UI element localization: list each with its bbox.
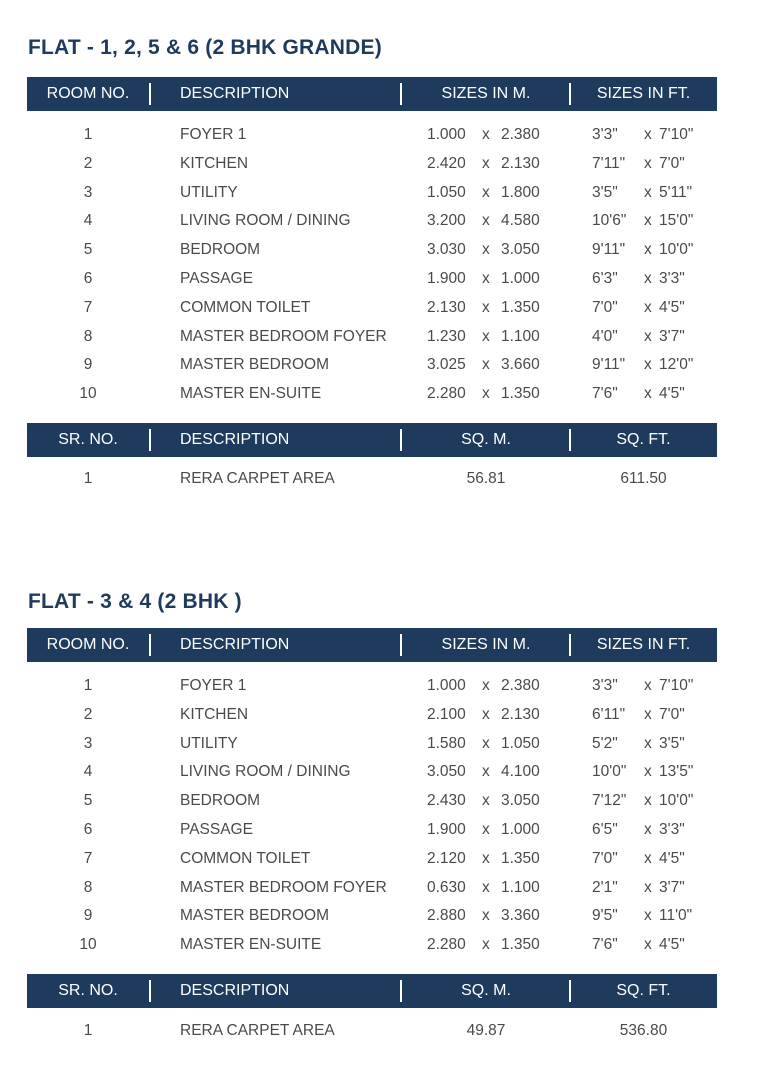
header-sq-ft: SQ. FT. [616,431,671,448]
table-row [27,701,717,730]
times-sign: x [482,356,490,374]
times-sign: x [644,907,652,925]
size-m-length: 4.100 [501,763,540,781]
times-sign: x [644,385,652,403]
times-sign: x [482,849,490,867]
times-sign: x [482,183,490,201]
size-ft-length: 3'7" [659,327,685,345]
table-row [27,874,717,903]
times-sign: x [482,734,490,752]
table-row [27,816,717,845]
room-no: 1 [83,677,93,694]
room-no: 6 [83,820,93,838]
times-sign: x [482,269,490,287]
size-ft-length: 4'5" [659,849,685,867]
size-m-length: 1.050 [501,734,540,752]
times-sign: x [644,792,652,810]
room-no: 5 [83,241,93,259]
times-sign: x [482,820,490,838]
room-description: KITCHEN [180,705,249,723]
times-sign: x [644,183,652,201]
table-row [27,380,717,409]
table-row [27,672,717,701]
times-sign: x [644,705,652,723]
room-description: MASTER BEDROOM FOYER [180,878,387,896]
size-ft-width: 9'5" [592,907,618,925]
size-m-width: 1.050 [427,183,466,201]
header-description: DESCRIPTION [180,85,290,102]
flat-b-carpet-area-row [27,1016,717,1046]
room-no: 9 [83,907,93,925]
header-description: DESCRIPTION [180,982,290,999]
size-ft-width: 6'3" [592,269,618,287]
flat-a-title: FLAT - 1, 2, 5 & 6 (2 BHK GRANDE) [28,36,382,59]
size-ft-width: 7'12" [592,792,627,810]
room-no: 10 [79,936,97,954]
size-m-length: 1.350 [501,849,540,867]
times-sign: x [644,763,652,781]
size-m-width: 2.280 [427,936,466,954]
size-ft-length: 11'0" [659,907,693,925]
room-description: COMMON TOILET [180,849,311,867]
times-sign: x [482,212,490,230]
room-description: UTILITY [180,183,238,201]
room-no: 5 [83,792,93,810]
times-sign: x [644,849,652,867]
room-no: 1 [83,126,93,143]
times-sign: x [482,154,490,172]
times-sign: x [482,677,490,694]
flat-b-rooms-header [27,628,717,662]
times-sign: x [644,241,652,259]
size-m-length: 2.380 [501,677,540,694]
size-ft-width: 7'0" [592,298,618,316]
size-ft-length: 12'0" [659,356,694,374]
size-m-width: 1.900 [427,820,466,838]
size-ft-width: 4'0" [592,327,618,345]
size-ft-width: 10'6" [592,212,627,230]
size-m-width: 2.420 [427,154,466,172]
size-m-length: 1.100 [501,878,540,896]
flat-b-rooms-table [27,672,717,960]
size-m-length: 1.000 [501,269,540,287]
size-ft-width: 10'0" [592,763,627,781]
flat-a-rooms-header [27,77,717,111]
room-description: PASSAGE [180,269,253,287]
size-ft-length: 7'10" [659,126,694,143]
header-sizes-m: SIZES IN M. [441,85,531,102]
times-sign: x [644,269,652,287]
area-sr-no: 1 [83,1022,93,1039]
size-ft-length: 4'5" [659,298,685,316]
area-description: RERA CARPET AREA [180,1022,335,1039]
room-description: COMMON TOILET [180,298,311,316]
table-row [27,207,717,236]
size-m-width: 2.130 [427,298,466,316]
size-ft-width: 9'11" [592,241,626,259]
size-m-length: 1.350 [501,298,540,316]
size-m-width: 1.000 [427,126,466,143]
table-row [27,150,717,179]
size-m-length: 2.130 [501,154,540,172]
table-row [27,121,717,150]
flat-a-carpet-area-row [27,464,717,494]
table-row [27,236,717,265]
room-description: BEDROOM [180,241,261,259]
size-ft-length: 7'10" [659,677,694,694]
size-ft-width: 5'2" [592,734,618,752]
size-m-width: 1.000 [427,677,466,694]
size-ft-length: 15'0" [659,212,694,230]
size-ft-width: 7'6" [592,936,618,954]
room-description: PASSAGE [180,820,253,838]
times-sign: x [644,212,652,230]
times-sign: x [482,792,490,810]
room-description: MASTER BEDROOM [180,356,329,374]
times-sign: x [482,705,490,723]
room-no: 2 [83,154,93,172]
header-divider [149,634,151,656]
size-m-length: 3.360 [501,907,540,925]
room-no: 3 [83,183,93,201]
size-ft-width: 3'3" [592,677,618,694]
area-sq-ft: 536.80 [619,1022,668,1039]
size-ft-length: 13'5" [659,763,694,781]
times-sign: x [482,878,490,896]
header-room-no: ROOM NO. [46,85,130,102]
header-divider [149,429,151,451]
size-m-length: 1.800 [501,183,540,201]
size-m-width: 1.580 [427,734,466,752]
size-ft-width: 9'11" [592,356,626,374]
room-no: 7 [83,298,93,316]
header-sizes-ft: SIZES IN FT. [596,636,691,653]
header-description: DESCRIPTION [180,431,290,448]
table-row [27,758,717,787]
size-m-length: 1.000 [501,820,540,838]
flat-a-rooms-table [27,121,717,409]
room-description: MASTER BEDROOM [180,907,329,925]
size-m-width: 2.280 [427,385,466,403]
size-ft-length: 7'0" [659,705,685,723]
room-no: 3 [83,734,93,752]
size-ft-width: 7'11" [592,154,626,172]
header-sq-ft: SQ. FT. [616,982,671,999]
room-no: 4 [83,763,93,781]
times-sign: x [644,677,652,694]
size-ft-width: 6'11" [592,705,626,723]
size-ft-length: 10'0" [659,792,694,810]
size-ft-length: 4'5" [659,385,685,403]
size-m-width: 1.230 [427,327,466,345]
size-ft-length: 3'3" [659,269,685,287]
size-m-length: 1.350 [501,385,540,403]
size-ft-width: 3'5" [592,183,618,201]
times-sign: x [482,126,490,143]
size-ft-length: 4'5" [659,936,685,954]
area-description: RERA CARPET AREA [180,470,335,487]
size-ft-width: 2'1" [592,878,618,896]
times-sign: x [482,907,490,925]
times-sign: x [644,734,652,752]
table-row [27,179,717,208]
size-m-width: 3.025 [427,356,466,374]
table-row [27,845,717,874]
size-ft-length: 10'0" [659,241,694,259]
size-m-width: 2.100 [427,705,466,723]
room-no: 2 [83,705,93,723]
size-m-width: 0.630 [427,878,466,896]
header-sq-m: SQ. M. [461,431,511,448]
flat-a-area-header [27,423,717,457]
room-no: 8 [83,878,93,896]
times-sign: x [482,298,490,316]
size-m-length: 3.050 [501,792,540,810]
room-no: 4 [83,212,93,230]
size-m-length: 3.660 [501,356,540,374]
size-m-width: 3.200 [427,212,466,230]
header-sizes-m: SIZES IN M. [441,636,531,653]
flat-b-area-header [27,974,717,1008]
table-row [27,787,717,816]
room-description: UTILITY [180,734,238,752]
size-ft-length: 7'0" [659,154,685,172]
times-sign: x [644,298,652,316]
size-m-width: 2.430 [427,792,466,810]
area-sr-no: 1 [83,470,93,487]
header-divider [149,980,151,1002]
room-description: MASTER EN-SUITE [180,385,322,403]
size-ft-length: 3'5" [659,734,685,752]
table-row [27,323,717,352]
times-sign: x [482,936,490,954]
times-sign: x [482,763,490,781]
size-m-width: 3.030 [427,241,466,259]
room-description: FOYER 1 [180,677,247,694]
room-description: BEDROOM [180,792,261,810]
room-description: LIVING ROOM / DINING [180,763,351,781]
room-no: 7 [83,849,93,867]
times-sign: x [644,356,652,374]
size-m-length: 2.130 [501,705,540,723]
size-m-width: 2.120 [427,849,466,867]
table-row [27,931,717,960]
area-sq-ft: 611.50 [620,470,667,487]
size-m-length: 1.350 [501,936,540,954]
size-m-length: 3.050 [501,241,540,259]
size-ft-length: 3'3" [659,820,685,838]
times-sign: x [644,936,652,954]
table-row [27,730,717,759]
size-m-length: 4.580 [501,212,540,230]
header-sq-m: SQ. M. [461,982,511,999]
size-ft-width: 3'3" [592,126,618,143]
room-no: 6 [83,269,93,287]
times-sign: x [482,241,490,259]
room-description: MASTER BEDROOM FOYER [180,327,387,345]
table-row [27,351,717,380]
room-no: 10 [79,385,97,403]
area-sq-m: 56.81 [466,470,506,487]
header-divider [149,83,151,105]
table-row [27,294,717,323]
table-row [27,265,717,294]
times-sign: x [482,327,490,345]
size-ft-width: 6'5" [592,820,618,838]
times-sign: x [644,820,652,838]
room-no: 8 [83,327,93,345]
times-sign: x [644,878,652,896]
room-description: LIVING ROOM / DINING [180,212,351,230]
times-sign: x [644,126,652,143]
size-ft-length: 5'11" [659,183,693,201]
size-m-width: 3.050 [427,763,466,781]
size-m-length: 2.380 [501,126,540,143]
size-ft-width: 7'0" [592,849,618,867]
table-row [27,902,717,931]
header-room-no: ROOM NO. [46,636,130,653]
times-sign: x [644,154,652,172]
size-m-width: 2.880 [427,907,466,925]
room-no: 9 [83,356,93,374]
times-sign: x [482,385,490,403]
header-sr-no: SR. NO. [58,982,118,999]
header-sizes-ft: SIZES IN FT. [596,85,691,102]
header-description: DESCRIPTION [180,636,290,653]
size-m-length: 1.100 [501,327,540,345]
room-description: KITCHEN [180,154,249,172]
size-ft-width: 7'6" [592,385,618,403]
size-ft-length: 3'7" [659,878,685,896]
area-sq-m: 49.87 [466,1022,506,1039]
header-sr-no: SR. NO. [58,431,118,448]
size-m-width: 1.900 [427,269,466,287]
room-description: FOYER 1 [180,126,247,143]
flat-b-title: FLAT - 3 & 4 (2 BHK ) [28,590,242,613]
room-description: MASTER EN-SUITE [180,936,322,954]
times-sign: x [644,327,652,345]
